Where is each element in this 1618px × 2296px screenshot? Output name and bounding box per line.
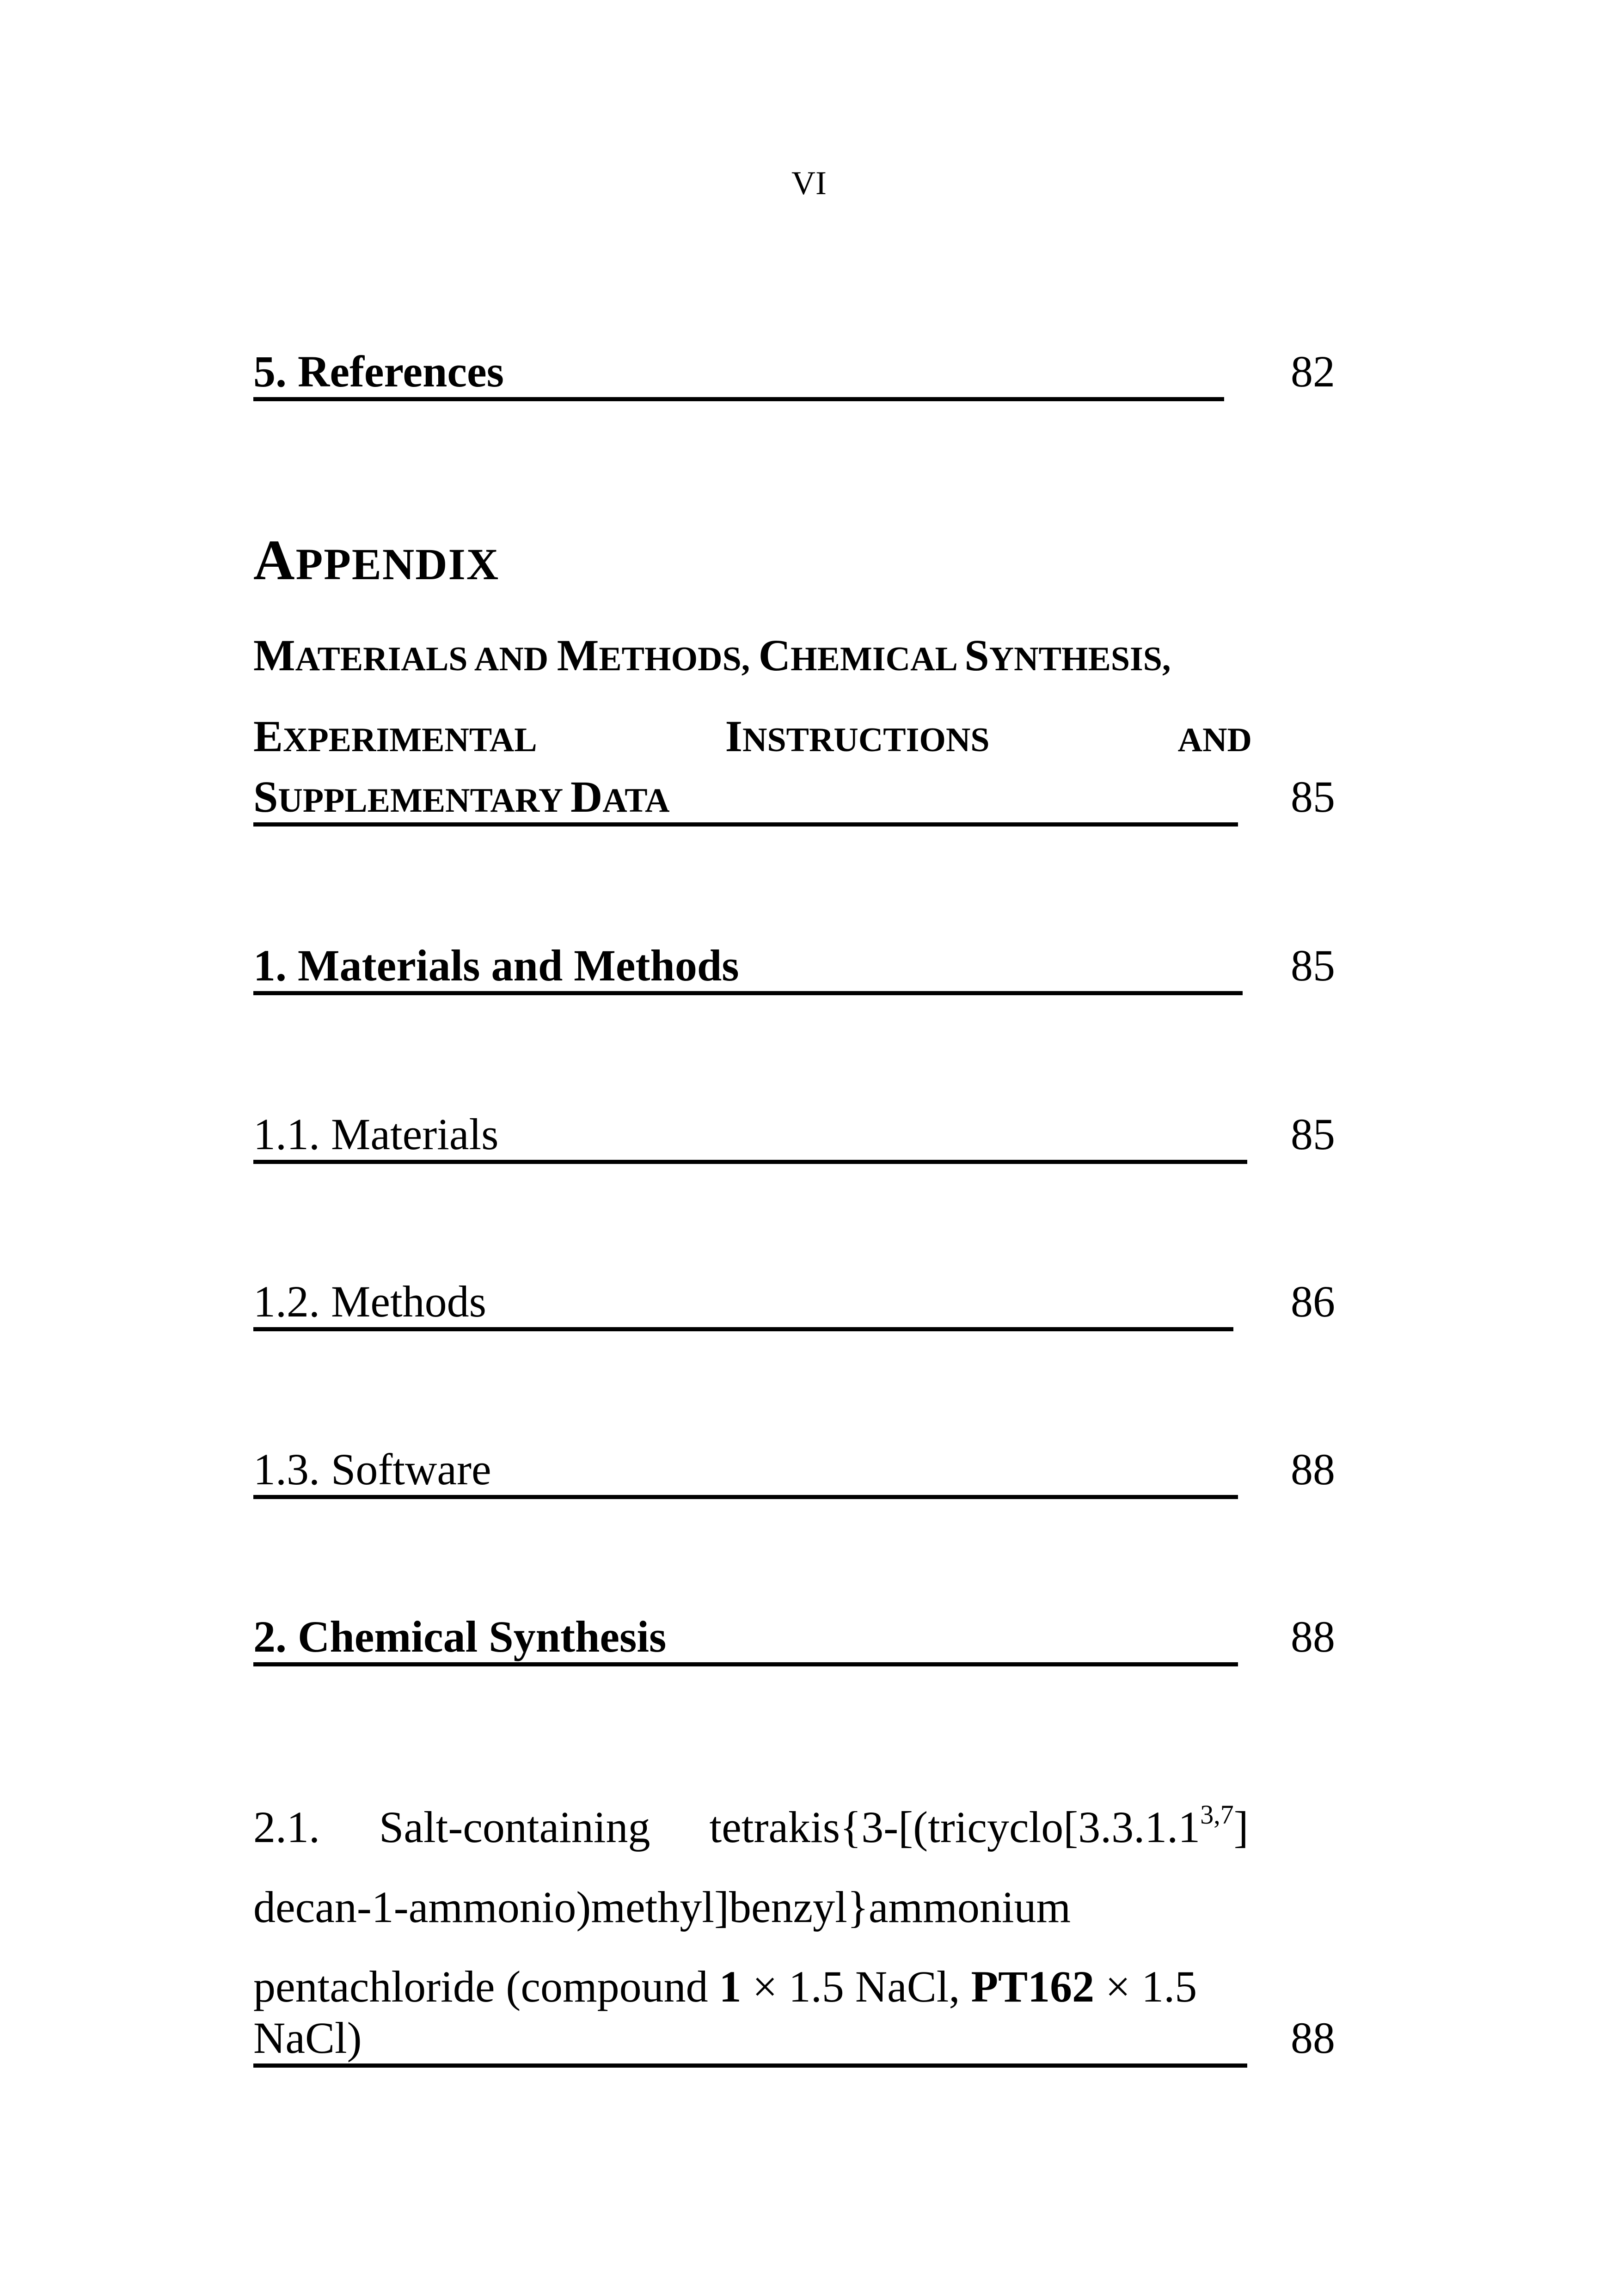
toc-entry-page: 85: [1291, 1109, 1335, 1159]
toc-entry-chemical-synthesis[interactable]: [253, 1607, 1335, 1677]
toc-entry-page: 82: [1291, 347, 1335, 396]
small-caps-word: SYNTHESIS,: [964, 631, 1171, 680]
toc-entry-software[interactable]: [253, 1440, 1335, 1509]
synthesis-bracket: ]: [1233, 1802, 1249, 1852]
leader-line: [253, 397, 1224, 401]
small-caps-word: EXPERIMENTAL: [253, 711, 537, 761]
small-caps-word: SUPPLEMENTARY: [253, 772, 570, 821]
compound-number: 1: [719, 1962, 742, 2011]
toc-entry-label: 1.3. Software: [253, 1447, 493, 1492]
appendix-subtitle-line3: [253, 772, 672, 821]
synthesis-text: × 1.5 NaCl,: [741, 1962, 971, 2011]
leader-line: [253, 1495, 1238, 1499]
synthesis-line3: [253, 1962, 1252, 2011]
appendix-subtitle-line1: [253, 633, 1252, 678]
leader-line: [253, 1662, 1238, 1666]
toc-entry-page: 88: [1291, 1445, 1335, 1494]
leader-line: [253, 1160, 1247, 1164]
synthesis-line1: [253, 1800, 1252, 1852]
toc-entry-label: 5. References: [253, 349, 506, 394]
toc-entry-page: 85: [1291, 941, 1335, 990]
synthesis-text: × 1.5: [1094, 1962, 1197, 2011]
synthesis-number: 2.1.: [253, 1802, 320, 1852]
toc-entry-materials-and-methods[interactable]: [253, 936, 1335, 1005]
compound-code: PT162: [971, 1962, 1095, 2011]
toc-entry-appendix[interactable]: [253, 767, 1335, 837]
small-caps-word: INSTRUCTIONS: [725, 711, 990, 761]
toc-entry-page: 88: [1291, 2013, 1335, 2063]
toc-entry-materials[interactable]: [253, 1105, 1335, 1174]
synthesis-line2: decan-1-ammonio)methyl]benzyl}ammonium: [253, 1882, 1071, 1932]
synthesis-text: pentachloride (compound: [253, 1962, 719, 2011]
toc-entry-methods[interactable]: [253, 1272, 1335, 1341]
appendix-title-rest: PPENDIX: [295, 539, 500, 589]
appendix-title-cap: A: [253, 528, 296, 592]
toc-entry-label: NaCl): [253, 2016, 364, 2060]
small-caps-word: AND: [1177, 721, 1252, 759]
toc-entry-synthesis-2-1[interactable]: [253, 2008, 1335, 2078]
superscript: 3,7: [1200, 1800, 1234, 1830]
page-number: VI: [791, 165, 827, 202]
leader-line: [253, 1327, 1233, 1331]
appendix-title: [253, 528, 500, 592]
toc-entry-page: 88: [1291, 1612, 1335, 1661]
toc-entry-label: 1. Materials and Methods: [253, 943, 741, 988]
small-caps-word: MATERIALS AND: [253, 631, 557, 680]
small-caps-word: CHEMICAL: [758, 631, 965, 680]
leader-line: [253, 991, 1243, 995]
appendix-subtitle-line2: [253, 711, 1252, 761]
small-caps-word: DATA: [570, 772, 670, 821]
toc-entry-label: 1.2. Methods: [253, 1280, 488, 1324]
toc-entry-page: 85: [1291, 772, 1335, 821]
leader-line: [253, 822, 1238, 827]
toc-entry-label: 1.1. Materials: [253, 1112, 501, 1157]
synthesis-word: Salt-containing: [379, 1802, 650, 1852]
toc-entry-label: 2. Chemical Synthesis: [253, 1615, 668, 1659]
synthesis-name: tetrakis{3-[(tricyclo[3.3.1.1: [709, 1802, 1201, 1852]
toc-entry-page: 86: [1291, 1277, 1335, 1326]
toc-entry-references[interactable]: [253, 342, 1335, 411]
leader-line: [253, 2063, 1247, 2068]
small-caps-word: METHODS,: [557, 631, 759, 680]
